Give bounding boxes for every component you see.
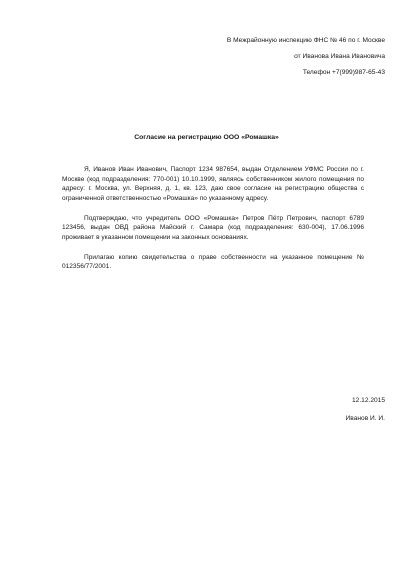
sender-line: от Иванова Ивана Ивановича: [294, 53, 385, 61]
body-paragraph-attachment: Прилагаю копию свидетельства о праве собственности на указанное помещение № 012356/77/2001.: [62, 253, 364, 271]
phone-line: Телефон +7(999)987-65-43: [302, 69, 385, 77]
body-paragraph-consent: Я, Иванов Иван Иванович, Паспорт 1234 987654, выдан Отделением УФМС России по г. Москве (код подразделения: 770-001) 10.10.1999, являясь собственником жилого помещения по адресу: г. Москва, ул. Верхняя, д. 1, кв. 123, даю свое согласие на регистрацию общества с ограниченной ответственностью «Ромашка» по указанному адресу.: [62, 166, 364, 203]
recipient-line: В Межрайонную инспекцию ФНС № 46 по г. Москве: [226, 37, 385, 44]
signer-name: Иванов И. И.: [345, 414, 385, 422]
document-title: Согласие на регистрацию ООО «Ромашка»: [134, 134, 279, 141]
signature-block: [265, 398, 385, 422]
document-body: [62, 165, 364, 272]
addressee-block: [165, 38, 385, 77]
document-date: 12.12.2015: [351, 397, 385, 404]
body-paragraph-confirmation: Подтверждаю, что учредитель ООО «Ромашка» Петров Пётр Петрович, паспорт 6789 123456, выдан ОВД района Майский г. Самара (код подразделения: 630-004), 17.06.1996 проживает в указанном помещении на законных основаниях.: [62, 214, 364, 242]
